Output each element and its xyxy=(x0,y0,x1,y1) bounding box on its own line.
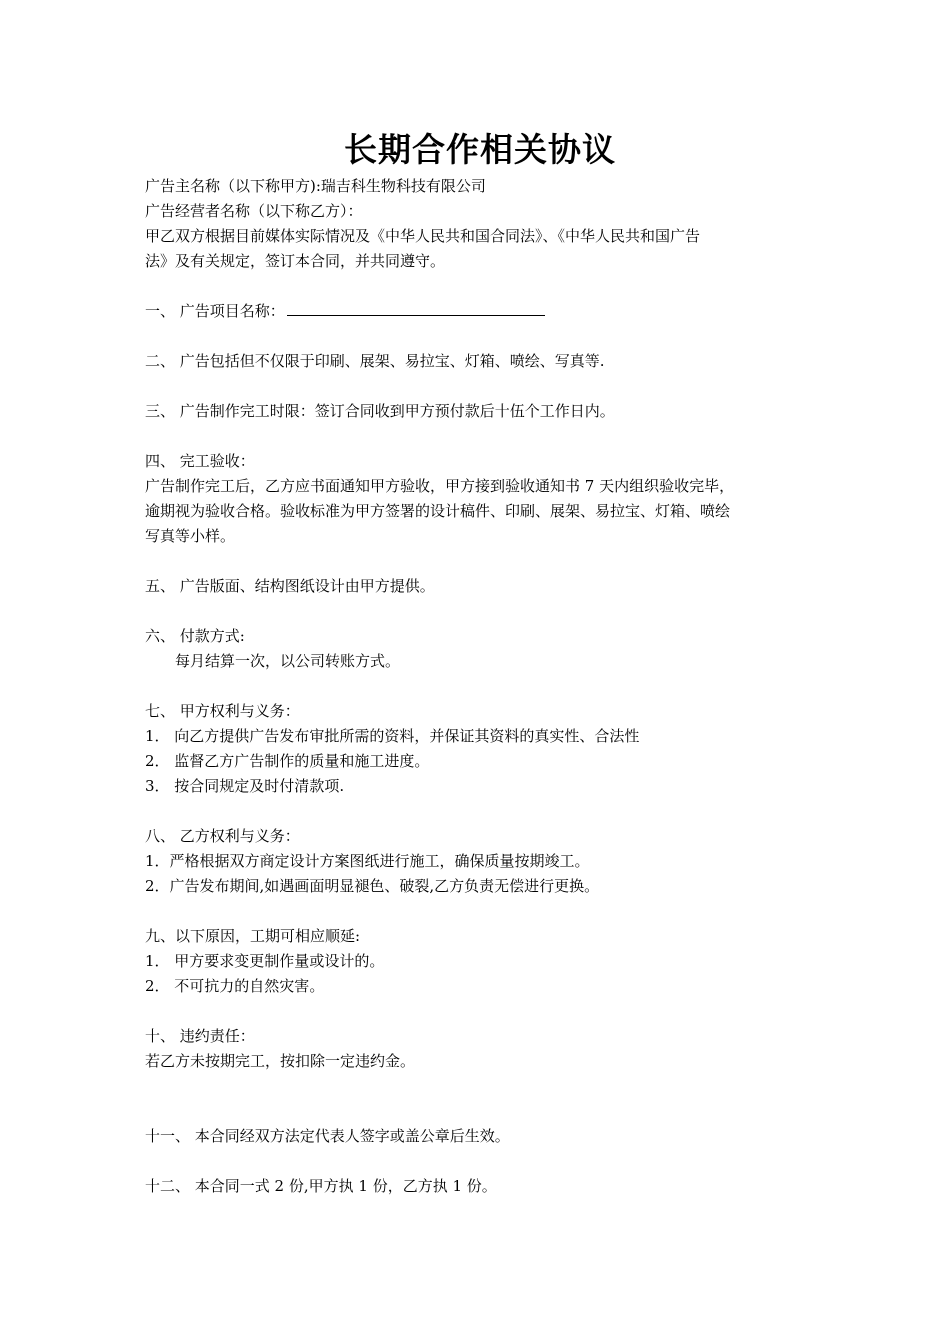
operator-line: 广告经营者名称（以下称乙方）： xyxy=(145,202,363,220)
section-10-line-1: 若乙方未按期完工，按扣除一定违约金。 xyxy=(145,1052,416,1070)
section-2: 二、 广告包括但不仅限于印刷、展架、易拉宝、灯箱、喷绘、写真等. xyxy=(145,352,605,370)
section-7-item-1: 1． 向乙方提供广告发布审批所需的资料，并保证其资料的真实性、合法性 xyxy=(145,727,640,745)
section-1 xyxy=(145,299,545,324)
intro-line-2: 法》及有关规定，签订本合同，并共同遵守。 xyxy=(145,252,446,270)
section-3: 三、 广告制作完工时限：签订合同收到甲方预付款后十伍个工作日内。 xyxy=(145,402,615,420)
section-4-line-2: 逾期视为验收合格。验收标准为甲方签署的设计稿件、印刷、展架、易拉宝、灯箱、喷绘 xyxy=(145,502,731,520)
section-8-item-2: 2．广告发布期间,如遇画面明显褪色、破裂,乙方负责无偿进行更换。 xyxy=(145,877,600,895)
document-page xyxy=(145,0,815,1344)
section-6-heading: 六、 付款方式: xyxy=(145,627,245,645)
section-7-item-3: 3． 按合同规定及时付清款项. xyxy=(145,777,345,795)
section-4-line-3: 写真等小样。 xyxy=(145,527,236,545)
section-4-line-1: 广告制作完工后，乙方应书面通知甲方验收，甲方接到验收通知书 7 天内组织验收完毕， xyxy=(145,477,735,495)
section-8-item-1: 1．严格根据双方商定设计方案图纸进行施工，确保质量按期竣工。 xyxy=(145,852,590,870)
section-1-label: 一、 广告项目名称： xyxy=(145,302,285,320)
section-11: 十一、 本合同经双方法定代表人签字或盖公章后生效。 xyxy=(145,1127,510,1145)
advertiser-line: 广告主名称（以下称甲方):瑞吉科生物科技有限公司 xyxy=(145,177,486,195)
section-5: 五、 广告版面、结构图纸设计由甲方提供。 xyxy=(145,577,435,595)
project-name-blank xyxy=(287,301,545,316)
section-12: 十二、 本合同一式 2 份,甲方执 1 份，乙方执 1 份。 xyxy=(145,1177,497,1195)
section-9-item-2: 2． 不可抗力的自然灾害。 xyxy=(145,977,325,995)
section-10-heading: 十、 违约责任： xyxy=(145,1027,255,1045)
section-6-line-1: 每月结算一次，以公司转账方式。 xyxy=(175,652,401,670)
section-4-heading: 四、 完工验收： xyxy=(145,452,255,470)
section-9-item-1: 1． 甲方要求变更制作量或设计的。 xyxy=(145,952,385,970)
section-7-heading: 七、 甲方权利与义务： xyxy=(145,702,300,720)
document-title: 长期合作相关协议 xyxy=(344,130,616,169)
section-8-heading: 八、 乙方权利与义务： xyxy=(145,827,300,845)
section-9-heading: 九、以下原因，工期可相应顺延: xyxy=(145,927,361,945)
section-7-item-2: 2． 监督乙方广告制作的质量和施工进度。 xyxy=(145,752,430,770)
intro-line-1: 甲乙双方根据目前媒体实际情况及《中华人民共和国合同法》、《中华人民共和国广告 xyxy=(145,227,701,245)
